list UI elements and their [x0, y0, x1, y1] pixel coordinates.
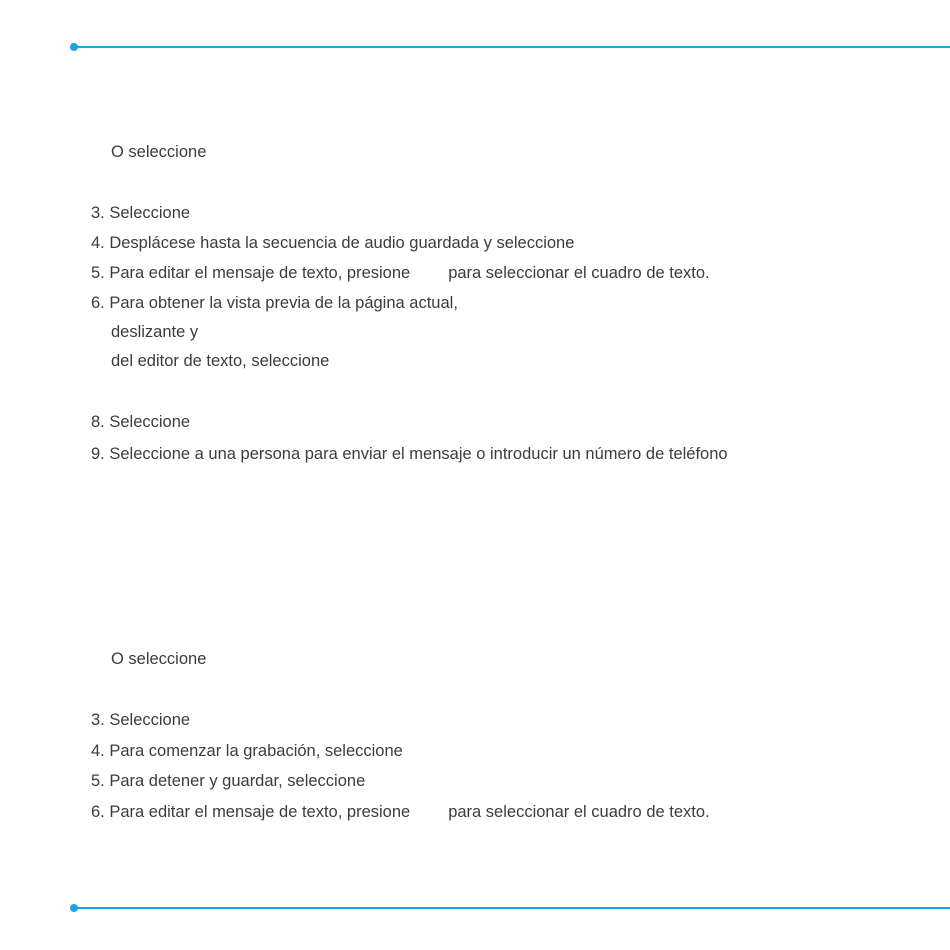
- s2-step-5: 5. Para detener y guardar, seleccione: [91, 772, 366, 790]
- bottom-divider: [74, 907, 950, 909]
- s1-step-6-cont-1: deslizante y: [111, 323, 199, 341]
- s2-step-6-after: para seleccionar el cuadro de texto.: [448, 803, 710, 821]
- s1-step-6: 6. Para obtener la vista previa de la página actual,: [91, 294, 458, 312]
- divider-dot: [70, 904, 78, 912]
- s1-step-8: 8. Seleccione: [91, 413, 191, 431]
- divider-dot: [70, 43, 78, 51]
- s2-step-3: 3. Seleccione: [91, 711, 191, 729]
- s2-step-4: 4. Para comenzar la grabación, seleccione: [91, 742, 403, 760]
- s1-step-9: 9. Seleccione a una persona para enviar el mensaje o introducir un número de teléfono: [91, 445, 728, 463]
- s1-step-3: 3. Seleccione: [91, 204, 191, 222]
- s1-step-5-before: 5. Para editar el mensaje de texto, presione: [91, 264, 411, 282]
- s1-step-5: [91, 263, 710, 283]
- top-divider: [74, 46, 950, 48]
- s1-step-4: 4. Desplácese hasta la secuencia de audio guardada y seleccione: [91, 234, 575, 252]
- s1-step-6-cont-2: del editor de texto, seleccione: [111, 352, 330, 370]
- s1-intro: O seleccione: [111, 143, 207, 161]
- s2-intro: O seleccione: [111, 650, 207, 668]
- s2-step-6-before: 6. Para editar el mensaje de texto, presione: [91, 803, 411, 821]
- s1-step-5-after: para seleccionar el cuadro de texto.: [448, 264, 710, 282]
- s2-step-6: [91, 802, 710, 822]
